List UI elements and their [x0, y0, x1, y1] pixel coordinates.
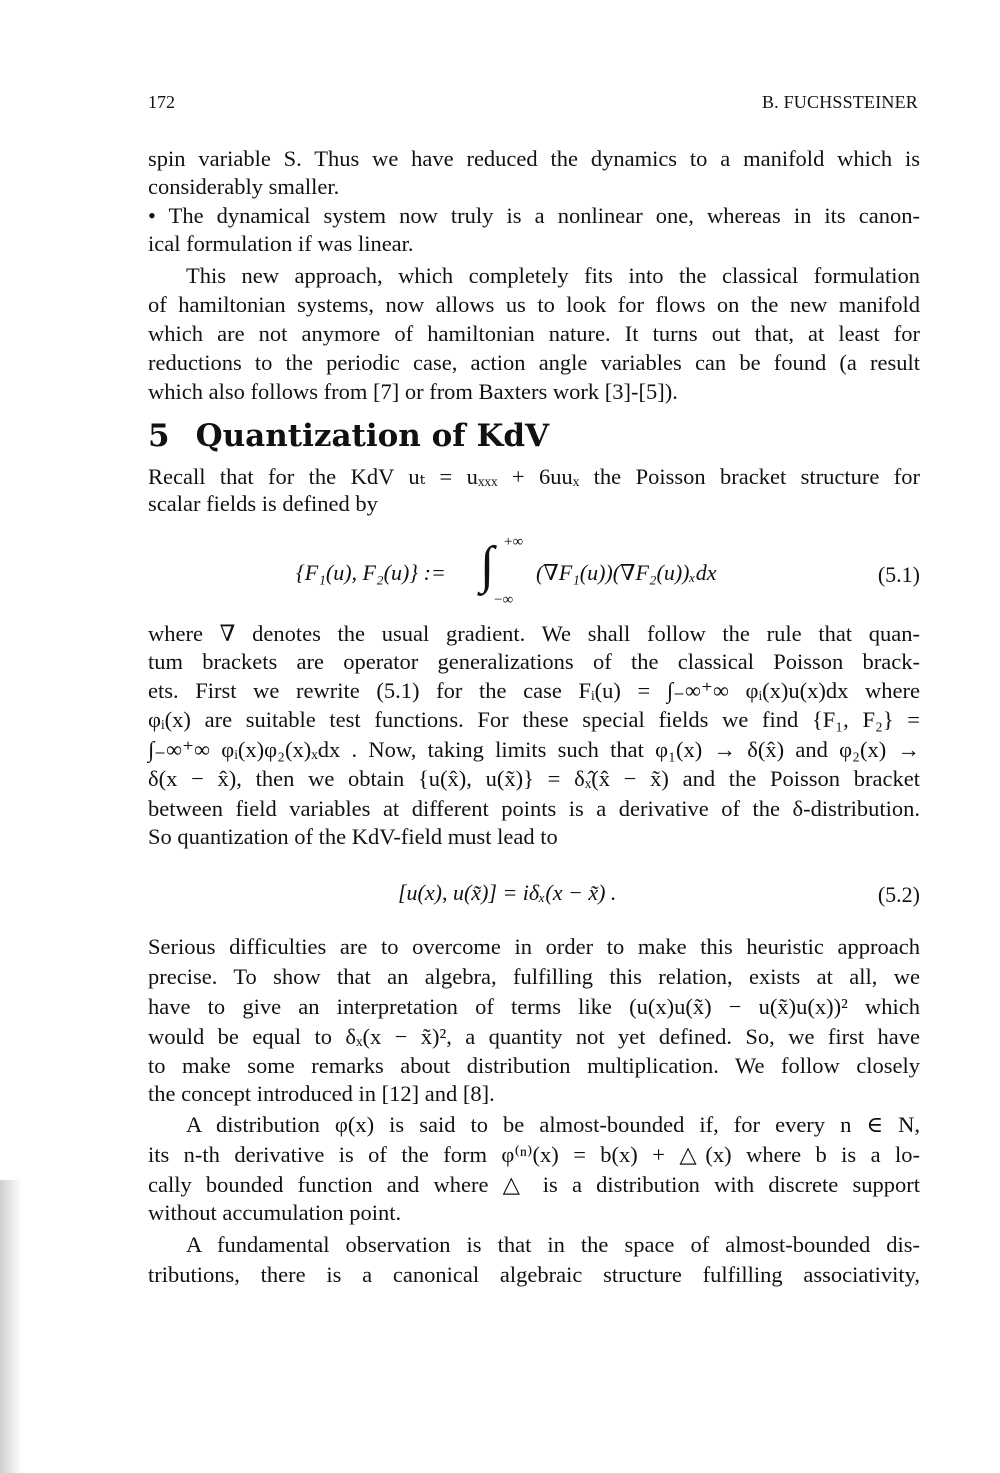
- text-line: would be equal to δₓ(x − x̃)², a quantity not yet defined. So, we first have: [148, 1024, 920, 1049]
- text-line: of hamiltonian systems, now allows us to look for flows on the new manifold: [148, 292, 920, 317]
- running-head: B. FUCHSSTEINER: [761, 92, 918, 112]
- section-title: Quantization of KdV: [195, 418, 550, 454]
- text-line: ets. First we rewrite (5.1) for the case Fᵢ(u) = ∫₋∞⁺∞ φᵢ(x)u(x)dx where: [148, 678, 920, 703]
- text-line: ical formulation if was linear.: [148, 231, 414, 256]
- eq1-integrand: (∇F₁(u))(∇F₂(u))ₓdx: [536, 560, 717, 585]
- text-line: • The dynamical system now truly is a nonlinear one, whereas in its canon-: [148, 203, 920, 228]
- text-line: tum brackets are operator generalizations of the classical Poisson brack-: [148, 649, 920, 674]
- text-line: precise. To show that an algebra, fulfilling this relation, exists at all, we: [148, 964, 920, 989]
- section-number: 5: [148, 418, 170, 454]
- text-line: between field variables at different points is a derivative of the δ-distribution.: [148, 796, 920, 821]
- text-line: its n-th derivative is of the form φ⁽ⁿ⁾(x) = b(x) + △(x) where b is a lo-: [148, 1142, 920, 1167]
- equation-number: (5.2): [877, 882, 920, 907]
- text-line: have to give an interpretation of terms like (u(x)u(x̃) − u(x̃)u(x))² which: [148, 994, 920, 1019]
- eq2-body: [u(x), u(x̃)] = iδₓ(x − x̃) .: [398, 880, 617, 905]
- integral-sign: ∫: [480, 537, 495, 594]
- scan-binding-shadow: [0, 1180, 22, 1473]
- text-line: scalar fields is defined by: [148, 491, 378, 516]
- integral-upper-limit: +∞: [504, 534, 524, 550]
- text-line: considerably smaller.: [148, 174, 340, 199]
- text-line: which are not anymore of hamiltonian nature. It turns out that, at least for: [148, 321, 920, 346]
- page-number: 172: [148, 92, 175, 112]
- text-line: without accumulation point.: [148, 1200, 402, 1225]
- text-line: which also follows from [7] or from Baxters work [3]-[5]).: [148, 379, 678, 404]
- eq1-lhs: {F₁(u), F₂(u)} :=: [296, 560, 446, 585]
- text-line: φᵢ(x) are suitable test functions. For these special fields we find {F₁, F₂} =: [148, 707, 920, 732]
- text-line: to make some remarks about distribution multiplication. We follow closely: [148, 1053, 920, 1078]
- text-line: Recall that for the KdV uₜ = uₓₓₓ + 6uuₓ the Poisson bracket structure for: [148, 464, 920, 489]
- text-line: Serious difficulties are to overcome in order to make this heuristic approach: [148, 934, 920, 959]
- text-line: the concept introduced in [12] and [8].: [148, 1081, 495, 1106]
- integral-lower-limit: −∞: [494, 592, 514, 608]
- text-line: spin variable S. Thus we have reduced the dynamics to a manifold which is: [148, 146, 920, 171]
- text-line: reductions to the periodic case, action angle variables can be found (a result: [148, 350, 920, 375]
- text-line: So quantization of the KdV-field must lead to: [148, 824, 558, 849]
- text-line: ∫₋∞⁺∞ φᵢ(x)φ₂(x)ₓdx . Now, taking limits such that φ₁(x) → δ(x̂) and φ₂(x) →: [148, 737, 920, 762]
- section-heading: [148, 418, 549, 454]
- text-line: δ(x − x̂), then we obtain {u(x̂), u(x̃)} = δₓ̂(x̂ − x̃) and the Poisson bracket: [148, 766, 920, 791]
- text-line: tributions, there is a canonical algebraic structure fulfilling associativity,: [148, 1262, 920, 1287]
- text-line: where ∇ denotes the usual gradient. We shall follow the rule that quan-: [148, 621, 920, 646]
- text-line: A fundamental observation is that in the space of almost-bounded dis-: [186, 1232, 920, 1257]
- equation-number: (5.1): [877, 562, 920, 587]
- text-line: cally bounded function and where △ is a distribution with discrete support: [148, 1172, 920, 1197]
- text-line: A distribution φ(x) is said to be almost-bounded if, for every n ∈ N,: [186, 1112, 920, 1137]
- text-line: This new approach, which completely fits into the classical formulation: [186, 263, 920, 288]
